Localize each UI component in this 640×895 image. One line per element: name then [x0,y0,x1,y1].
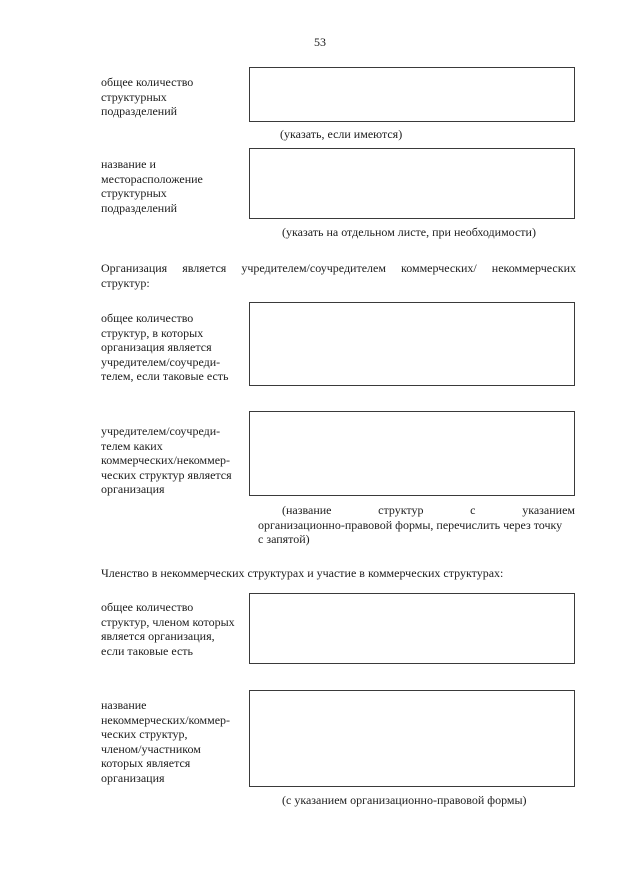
membership-count-field[interactable] [249,593,575,664]
founder-count-label: общее количество структур, в которых организация является учредителем/соучреди- телем, если таковые есть [101,311,229,384]
subdivisions-names-label: название и месторасположение структурных подразделений [101,157,203,215]
founder-heading-line2: структур: [101,276,150,290]
subdivisions-count-field[interactable] [249,67,575,122]
membership-count-label: общее количество структур, членом которых является организация, если таковые есть [101,600,235,658]
subdivisions-count-note: (указать, если имеются) [280,127,403,141]
founder-heading-line1: Организация является учредителем/соучредителем коммерческих/ некоммерческих [101,261,576,275]
membership-names-note: (с указанием организационно-правовой формы) [282,793,527,807]
membership-heading: Членство в некоммерческих структурах и участие в коммерческих структурах: [101,566,504,580]
subdivisions-names-field[interactable] [249,148,575,219]
founder-note-line1: (название структур с указанием [282,503,575,517]
membership-names-field[interactable] [249,690,575,787]
subdivisions-count-label: общее количество структурных подразделений [101,75,194,119]
membership-names-label: название некоммерческих/коммер- ческих структур, членом/участником которых является организация [101,698,231,785]
founder-which-label: учредителем/соучреди- телем каких коммерческих/некоммер- ческих структур является организация [101,424,232,497]
founder-which-field[interactable] [249,411,575,496]
subdivisions-names-note: (указать на отдельном листе, при необходимости) [282,225,536,239]
founder-note-line3: с запятой) [258,532,310,546]
founder-note-line2: организационно-правовой формы, перечислить через точку [258,518,563,532]
page-number: 53 [314,35,326,49]
founder-count-field[interactable] [249,302,575,386]
